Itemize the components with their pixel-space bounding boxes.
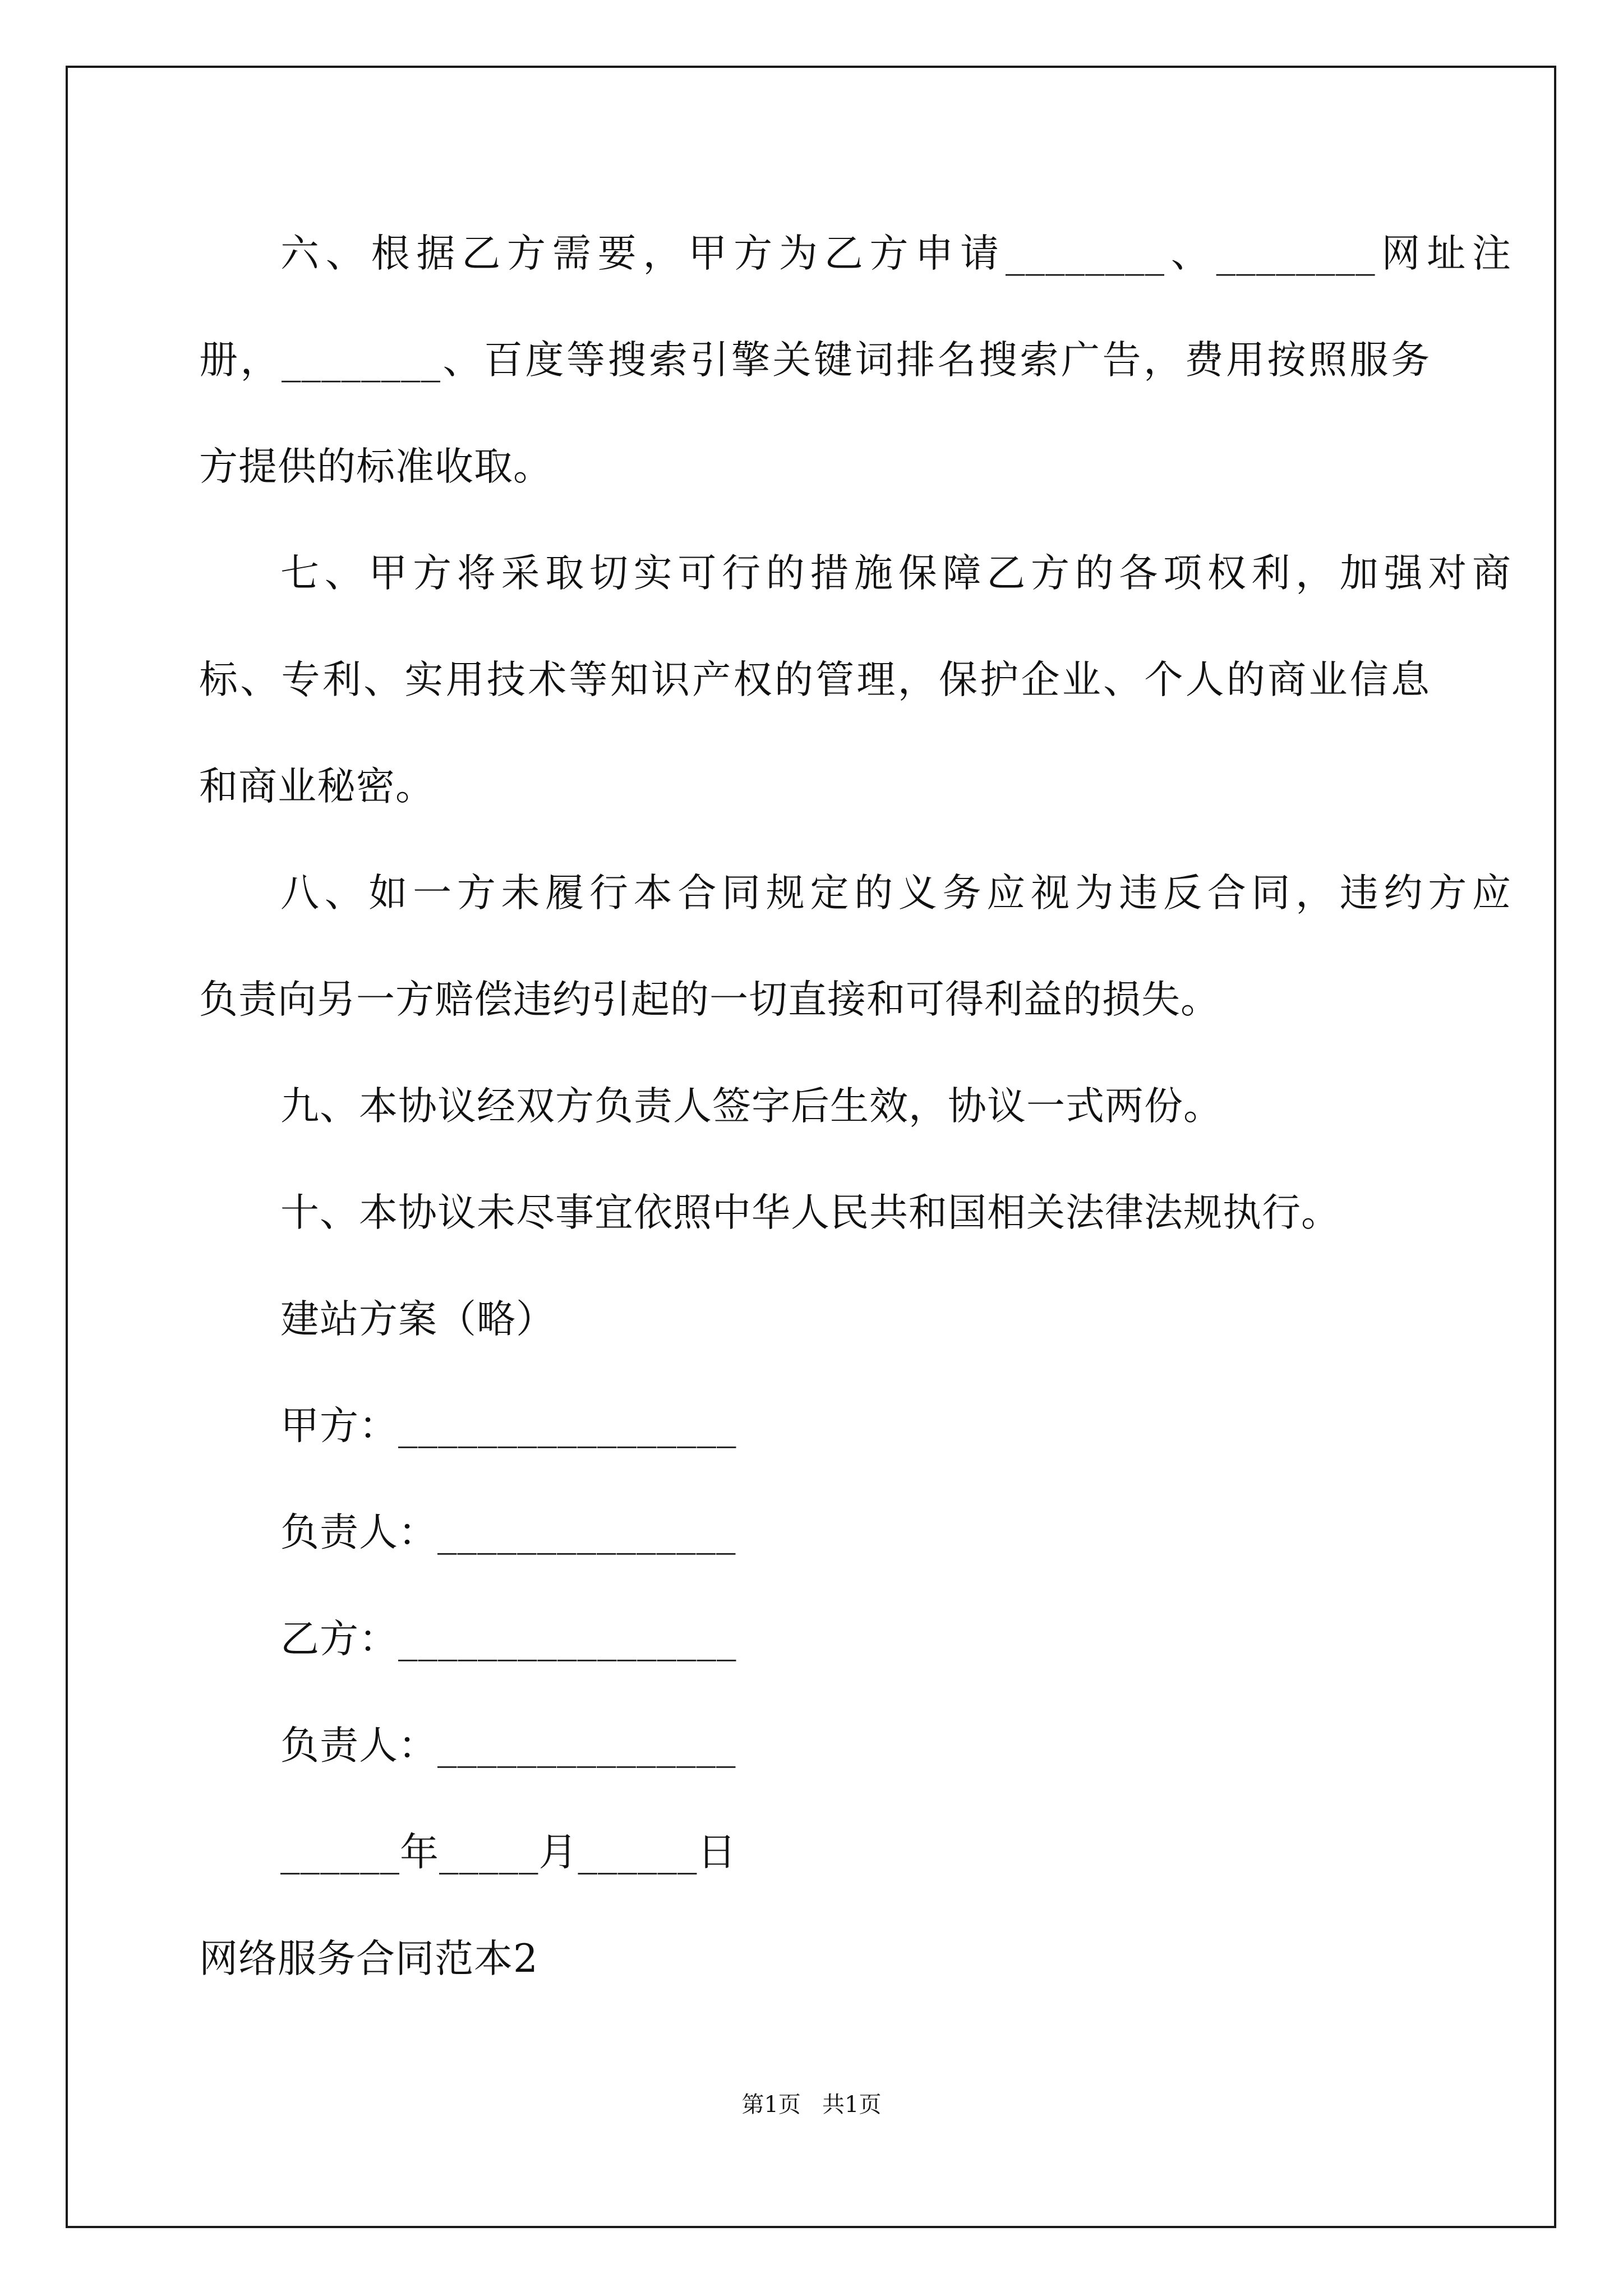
clause-six-line-2: 册，________、百度等搜索引擎关键词排名搜索广告，费用按照服务 <box>199 338 1430 383</box>
clause-seven-line-3: 和商业秘密。 <box>199 764 435 809</box>
clause-ten: 十、本协议未尽事宜依照中华人民共和国相关法律法规执行。 <box>280 1190 1340 1235</box>
clause-seven-line-1: 七、甲方将采取切实可行的措施保障乙方的各项权利，加强对商 <box>280 551 1511 596</box>
party-b-representative: 负责人：_______________ <box>280 1723 736 1768</box>
party-a-signature: 甲方：_________________ <box>280 1404 737 1448</box>
page-number-footer: 第1页 共1页 <box>741 2092 882 2118</box>
next-contract-heading: 网络服务合同范本2 <box>199 1936 538 1981</box>
clause-eight-line-1: 八、如一方未履行本合同规定的义务应视为违反合同，违约方应 <box>280 871 1511 915</box>
party-a-representative: 负责人：_______________ <box>280 1510 736 1555</box>
page-border <box>66 66 1556 2228</box>
clause-six-line-1: 六、根据乙方需要，甲方为乙方申请________、________网址注 <box>280 231 1511 276</box>
clause-eight-line-2: 负责向另一方赔偿违约引起的一切直接和可得利益的损失。 <box>199 977 1220 1022</box>
clause-six-line-3: 方提供的标准收取。 <box>199 444 552 489</box>
signing-date: ______年_____月______日 <box>280 1830 737 1875</box>
party-b-signature: 乙方：_________________ <box>280 1617 737 1662</box>
clause-nine: 九、本协议经双方负责人签字后生效，协议一式两份。 <box>280 1084 1223 1129</box>
attachment-note: 建站方案（略） <box>280 1297 555 1342</box>
clause-seven-line-2: 标、专利、实用技术等知识产权的管理，保护企业、个人的商业信息 <box>199 657 1430 702</box>
